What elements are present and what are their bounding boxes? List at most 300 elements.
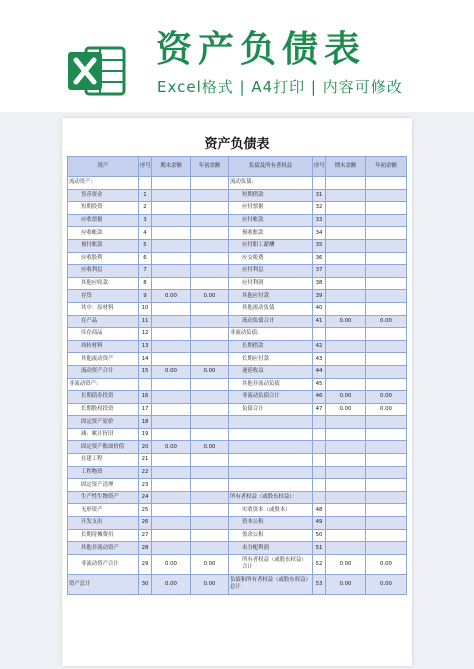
table-header-row	[68, 157, 407, 177]
table-cell[interactable]: 其中：原材料	[68, 302, 139, 315]
table-cell[interactable]: 0.00	[191, 365, 229, 378]
table-cell[interactable]	[313, 328, 326, 341]
table-cell[interactable]	[366, 542, 407, 555]
table-row	[68, 227, 407, 240]
table-cell[interactable]	[326, 378, 366, 391]
table-cell[interactable]	[366, 454, 407, 467]
table-cell[interactable]: 46	[313, 391, 326, 404]
table-cell[interactable]	[326, 428, 366, 441]
table-cell[interactable]	[326, 353, 366, 366]
column-header: 负债及所有者权益	[229, 157, 313, 177]
table-cell[interactable]: 其他应收款	[68, 277, 139, 290]
table-cell[interactable]	[191, 504, 229, 517]
table-cell[interactable]: 应付职工薪酬	[229, 239, 313, 252]
table-cell[interactable]	[152, 403, 191, 416]
table-row	[68, 353, 407, 366]
table-cell[interactable]	[229, 466, 313, 479]
column-header: 序号	[139, 157, 152, 177]
table-cell[interactable]	[366, 214, 407, 227]
table-cell[interactable]: 长期待摊费用	[68, 529, 139, 542]
table-cell[interactable]	[191, 403, 229, 416]
excel-logo-icon	[66, 40, 128, 102]
table-cell[interactable]: 非流动负债:	[229, 328, 313, 341]
table-cell[interactable]	[326, 517, 366, 530]
column-header: 资产	[68, 157, 139, 177]
table-cell[interactable]	[152, 252, 191, 265]
table-cell[interactable]	[366, 177, 407, 190]
table-cell[interactable]	[313, 479, 326, 492]
table-cell[interactable]: 7	[139, 265, 152, 278]
table-cell[interactable]	[152, 277, 191, 290]
table-cell[interactable]: 货币资金	[68, 189, 139, 202]
table-cell[interactable]: 18	[139, 416, 152, 429]
table-cell[interactable]: 固定资产清理	[68, 479, 139, 492]
table-cell[interactable]	[366, 302, 407, 315]
table-cell[interactable]: 50	[313, 529, 326, 542]
table-row	[68, 441, 407, 454]
table-row	[68, 391, 407, 404]
table-cell[interactable]: 30	[139, 574, 152, 594]
table-cell[interactable]: 33	[313, 214, 326, 227]
table-cell[interactable]	[326, 529, 366, 542]
table-cell[interactable]	[366, 529, 407, 542]
table-cell[interactable]	[326, 227, 366, 240]
table-cell[interactable]	[191, 214, 229, 227]
table-cell[interactable]: 3	[139, 214, 152, 227]
table-cell[interactable]	[326, 466, 366, 479]
table-cell[interactable]	[152, 239, 191, 252]
table-cell[interactable]: 0.00	[366, 403, 407, 416]
table-cell[interactable]	[326, 454, 366, 467]
table-cell[interactable]: 0.00	[152, 365, 191, 378]
table-cell[interactable]: 非流动资产合计	[68, 554, 139, 574]
table-cell[interactable]	[191, 479, 229, 492]
table-cell[interactable]: 应付利润	[229, 277, 313, 290]
table-cell[interactable]	[191, 542, 229, 555]
table-cell[interactable]: 0.00	[152, 441, 191, 454]
table-cell[interactable]	[152, 542, 191, 555]
table-cell[interactable]	[366, 504, 407, 517]
table-cell[interactable]: 短期借款	[229, 189, 313, 202]
table-cell[interactable]: 应收股利	[68, 252, 139, 265]
table-cell[interactable]: 0.00	[326, 554, 366, 574]
table-cell[interactable]: 0.00	[152, 290, 191, 303]
table-cell[interactable]: 0.00	[191, 290, 229, 303]
table-cell[interactable]	[366, 265, 407, 278]
table-cell[interactable]: 应收利息	[68, 265, 139, 278]
table-cell[interactable]	[152, 504, 191, 517]
table-cell[interactable]: 固定资产原价	[68, 416, 139, 429]
table-cell[interactable]: 0.00	[326, 391, 366, 404]
table-cell[interactable]: 流动资产合计	[68, 365, 139, 378]
table-row	[68, 574, 407, 594]
table-cell[interactable]: 14	[139, 353, 152, 366]
table-cell[interactable]: 实收资本（或股本）	[229, 504, 313, 517]
table-cell[interactable]: 盈余公积	[229, 529, 313, 542]
table-cell[interactable]: 开发支出	[68, 517, 139, 530]
table-cell[interactable]	[152, 227, 191, 240]
table-cell[interactable]: 45	[313, 378, 326, 391]
table-row	[68, 454, 407, 467]
table-cell[interactable]: 应付帐款	[229, 214, 313, 227]
table-cell[interactable]	[366, 416, 407, 429]
table-cell[interactable]	[366, 252, 407, 265]
table-cell[interactable]: 应收票据	[68, 214, 139, 227]
table-cell[interactable]: 19	[139, 428, 152, 441]
table-cell[interactable]: 40	[313, 302, 326, 315]
table-cell[interactable]	[191, 466, 229, 479]
table-row	[68, 403, 407, 416]
table-row	[68, 491, 407, 504]
table-cell[interactable]	[326, 365, 366, 378]
table-cell[interactable]	[366, 479, 407, 492]
table-row	[68, 239, 407, 252]
table-cell[interactable]	[191, 517, 229, 530]
table-cell[interactable]: 其他应付款	[229, 290, 313, 303]
table-cell[interactable]: 53	[313, 574, 326, 594]
table-cell[interactable]	[191, 239, 229, 252]
table-cell[interactable]	[152, 391, 191, 404]
table-cell[interactable]: 非流动资产:	[68, 378, 139, 391]
table-cell[interactable]: 8	[139, 277, 152, 290]
table-cell[interactable]	[152, 416, 191, 429]
table-cell[interactable]: 52	[313, 554, 326, 574]
table-cell[interactable]	[229, 441, 313, 454]
table-cell[interactable]: 0.00	[366, 554, 407, 574]
table-cell[interactable]	[191, 454, 229, 467]
table-cell[interactable]	[326, 441, 366, 454]
table-row	[68, 542, 407, 555]
banner	[0, 0, 474, 112]
table-cell[interactable]	[152, 491, 191, 504]
table-cell[interactable]: 44	[313, 365, 326, 378]
table-cell[interactable]: 23	[139, 479, 152, 492]
table-cell[interactable]	[191, 340, 229, 353]
table-cell[interactable]	[326, 491, 366, 504]
table-cell[interactable]	[152, 189, 191, 202]
table-cell[interactable]: 存货	[68, 290, 139, 303]
table-cell[interactable]: 48	[313, 504, 326, 517]
table-cell[interactable]: 16	[139, 391, 152, 404]
table-cell[interactable]	[152, 479, 191, 492]
table-cell[interactable]: 20	[139, 441, 152, 454]
table-row	[68, 554, 407, 574]
column-header: 序号	[313, 157, 326, 177]
table-cell[interactable]: 31	[313, 189, 326, 202]
table-cell[interactable]: 21	[139, 454, 152, 467]
table-cell[interactable]: 递延收益	[229, 365, 313, 378]
table-cell[interactable]	[229, 479, 313, 492]
table-cell[interactable]	[326, 504, 366, 517]
table-cell[interactable]: 36	[313, 252, 326, 265]
table-cell[interactable]	[229, 428, 313, 441]
table-cell[interactable]: 0.00	[152, 574, 191, 594]
table-cell[interactable]	[313, 441, 326, 454]
table-cell[interactable]: 37	[313, 265, 326, 278]
table-cell[interactable]: 负债合计	[229, 403, 313, 416]
table-cell[interactable]: 0.00	[366, 574, 407, 594]
table-cell[interactable]	[366, 428, 407, 441]
table-cell[interactable]: 长期债券投资	[68, 391, 139, 404]
table-cell[interactable]: 0.00	[191, 441, 229, 454]
table-cell[interactable]	[152, 302, 191, 315]
table-cell[interactable]: 49	[313, 517, 326, 530]
table-cell[interactable]: 25	[139, 504, 152, 517]
table-cell[interactable]	[152, 177, 191, 190]
table-cell[interactable]: 47	[313, 403, 326, 416]
table-cell[interactable]	[326, 416, 366, 429]
table-cell[interactable]: 4	[139, 227, 152, 240]
table-cell[interactable]	[152, 265, 191, 278]
table-cell[interactable]	[191, 529, 229, 542]
table-cell[interactable]	[313, 177, 326, 190]
table-cell[interactable]	[152, 315, 191, 328]
table-cell[interactable]	[191, 202, 229, 215]
table-row	[68, 378, 407, 391]
table-cell[interactable]	[152, 529, 191, 542]
table-cell[interactable]: 0.00	[191, 574, 229, 594]
table-cell[interactable]: 库存商品	[68, 328, 139, 341]
spreadsheet-page	[62, 118, 412, 666]
table-cell[interactable]	[326, 202, 366, 215]
table-cell[interactable]: 42	[313, 340, 326, 353]
table-cell[interactable]	[366, 491, 407, 504]
table-cell[interactable]	[152, 378, 191, 391]
table-cell[interactable]	[366, 353, 407, 366]
table-cell[interactable]	[191, 491, 229, 504]
table-cell[interactable]: 无形资产	[68, 504, 139, 517]
table-cell[interactable]: 所有者权益（或股东权益）合计	[229, 554, 313, 574]
table-cell[interactable]	[366, 328, 407, 341]
table-cell[interactable]: 所有者权益（或股东权益）：	[229, 491, 313, 504]
table-cell[interactable]: 0.00	[326, 403, 366, 416]
table-cell[interactable]	[152, 517, 191, 530]
table-row	[68, 214, 407, 227]
table-cell[interactable]: 15	[139, 365, 152, 378]
column-header: 期末余额	[326, 157, 366, 177]
table-cell[interactable]	[152, 353, 191, 366]
table-cell[interactable]: 应付票据	[229, 202, 313, 215]
table-cell[interactable]	[191, 378, 229, 391]
table-cell[interactable]	[366, 340, 407, 353]
table-cell[interactable]	[326, 328, 366, 341]
table-cell[interactable]	[326, 214, 366, 227]
table-cell[interactable]: 周转材料	[68, 340, 139, 353]
table-cell[interactable]: 短期投资	[68, 202, 139, 215]
table-cell[interactable]	[366, 378, 407, 391]
table-cell[interactable]: 24	[139, 491, 152, 504]
table-cell[interactable]	[366, 290, 407, 303]
table-cell[interactable]	[313, 491, 326, 504]
brand-title: 资产负债表	[156, 29, 367, 70]
table-cell[interactable]: 应收帐款	[68, 227, 139, 240]
table-cell[interactable]: 0.00	[191, 554, 229, 574]
table-cell[interactable]: 1	[139, 189, 152, 202]
table-cell[interactable]	[152, 340, 191, 353]
table-cell[interactable]: 流动资产:	[68, 177, 139, 190]
table-row	[68, 290, 407, 303]
table-cell[interactable]	[191, 328, 229, 341]
brand-subtitle: Excel格式 | A4打印 | 内容可修改	[157, 78, 403, 96]
table-cell[interactable]: 其他非流动资产	[68, 542, 139, 555]
table-cell[interactable]: 9	[139, 290, 152, 303]
table-cell[interactable]	[326, 542, 366, 555]
table-cell[interactable]	[326, 239, 366, 252]
table-cell[interactable]: 35	[313, 239, 326, 252]
table-cell[interactable]	[313, 428, 326, 441]
table-cell[interactable]: 长期借款	[229, 340, 313, 353]
table-cell[interactable]: 长期股权投资	[68, 403, 139, 416]
table-row	[68, 466, 407, 479]
table-cell[interactable]: 17	[139, 403, 152, 416]
table-cell[interactable]	[366, 277, 407, 290]
table-cell[interactable]	[191, 315, 229, 328]
table-cell[interactable]: 38	[313, 277, 326, 290]
table-row	[68, 277, 407, 290]
table-cell[interactable]: 22	[139, 466, 152, 479]
table-cell[interactable]	[191, 302, 229, 315]
table-cell[interactable]: 负债和所有者权益（或股东权益）总计	[229, 574, 313, 594]
table-cell[interactable]	[229, 416, 313, 429]
table-cell[interactable]: 应付利息	[229, 265, 313, 278]
table-cell[interactable]: 5	[139, 239, 152, 252]
table-cell[interactable]: 2	[139, 202, 152, 215]
table-row	[68, 365, 407, 378]
table-cell[interactable]	[326, 479, 366, 492]
table-cell[interactable]	[326, 302, 366, 315]
table-row	[68, 189, 407, 202]
table-cell[interactable]: 0.00	[366, 315, 407, 328]
table-row	[68, 428, 407, 441]
table-cell[interactable]: 0.00	[366, 391, 407, 404]
table-cell[interactable]	[326, 277, 366, 290]
table-cell[interactable]: 其他流动资产	[68, 353, 139, 366]
table-cell[interactable]	[191, 252, 229, 265]
table-cell[interactable]: 应交税费	[229, 252, 313, 265]
column-header: 年初余额	[366, 157, 407, 177]
table-cell[interactable]: 26	[139, 517, 152, 530]
table-cell[interactable]: 工程物资	[68, 466, 139, 479]
table-cell[interactable]	[366, 365, 407, 378]
table-cell[interactable]	[191, 391, 229, 404]
table-cell[interactable]: 43	[313, 353, 326, 366]
table-cell[interactable]	[229, 454, 313, 467]
table-cell[interactable]: 0.00	[326, 315, 366, 328]
table-row	[68, 517, 407, 530]
table-row	[68, 315, 407, 328]
table-cell[interactable]: 预付账款	[68, 239, 139, 252]
table-cell[interactable]: 0.00	[326, 574, 366, 594]
table-cell[interactable]: 在产品	[68, 315, 139, 328]
table-cell[interactable]	[326, 340, 366, 353]
table-cell[interactable]: 流动负债合计	[229, 315, 313, 328]
table-cell[interactable]: 32	[313, 202, 326, 215]
table-cell[interactable]	[152, 454, 191, 467]
table-row	[68, 328, 407, 341]
table-cell[interactable]: 11	[139, 315, 152, 328]
table-cell[interactable]	[326, 290, 366, 303]
table-cell[interactable]	[139, 177, 152, 190]
table-cell[interactable]	[366, 517, 407, 530]
table-cell[interactable]: 39	[313, 290, 326, 303]
table-cell[interactable]	[326, 252, 366, 265]
table-cell[interactable]	[191, 277, 229, 290]
table-cell[interactable]: 6	[139, 252, 152, 265]
table-cell[interactable]	[326, 189, 366, 202]
table-cell[interactable]: 资本公积	[229, 517, 313, 530]
table-row	[68, 202, 407, 215]
table-cell[interactable]: 预收账款	[229, 227, 313, 240]
table-cell[interactable]	[152, 202, 191, 215]
table-cell[interactable]: 41	[313, 315, 326, 328]
table-cell[interactable]	[191, 353, 229, 366]
table-cell[interactable]: 51	[313, 542, 326, 555]
table-row	[68, 504, 407, 517]
table-cell[interactable]	[313, 466, 326, 479]
column-header: 期末余额	[152, 157, 191, 177]
table-cell[interactable]: 未分配利润	[229, 542, 313, 555]
table-cell[interactable]	[152, 328, 191, 341]
table-cell[interactable]: 在建工程	[68, 454, 139, 467]
table-cell[interactable]: 其他非流动负债	[229, 378, 313, 391]
table-row	[68, 177, 407, 190]
table-cell[interactable]	[152, 428, 191, 441]
table-cell[interactable]	[326, 265, 366, 278]
table-cell[interactable]	[191, 177, 229, 190]
table-cell[interactable]: 其他流动负债	[229, 302, 313, 315]
table-row	[68, 416, 407, 429]
table-cell[interactable]: 固定资产账面价值	[68, 441, 139, 454]
table-cell[interactable]	[326, 177, 366, 190]
table-cell[interactable]	[366, 189, 407, 202]
table-row	[68, 529, 407, 542]
table-cell[interactable]	[191, 189, 229, 202]
table-cell[interactable]: 13	[139, 340, 152, 353]
table-row	[68, 265, 407, 278]
table-cell[interactable]	[152, 466, 191, 479]
table-cell[interactable]: 27	[139, 529, 152, 542]
table-cell[interactable]	[366, 466, 407, 479]
table-cell[interactable]	[139, 378, 152, 391]
table-cell[interactable]	[313, 416, 326, 429]
table-cell[interactable]	[191, 265, 229, 278]
table-cell[interactable]	[152, 214, 191, 227]
table-cell[interactable]: 减：累计折旧	[68, 428, 139, 441]
table-cell[interactable]	[366, 239, 407, 252]
table-cell[interactable]: 10	[139, 302, 152, 315]
table-cell[interactable]: 长期应付款	[229, 353, 313, 366]
table-cell[interactable]: 12	[139, 328, 152, 341]
table-cell[interactable]	[366, 227, 407, 240]
table-cell[interactable]: 28	[139, 542, 152, 555]
table-cell[interactable]	[313, 454, 326, 467]
table-cell[interactable]: 资产总计	[68, 574, 139, 594]
table-cell[interactable]: 0.00	[152, 554, 191, 574]
table-cell[interactable]: 非流动负债合计	[229, 391, 313, 404]
table-cell[interactable]	[366, 441, 407, 454]
table-cell[interactable]	[366, 202, 407, 215]
table-row	[68, 479, 407, 492]
table-cell[interactable]: 流动负债:	[229, 177, 313, 190]
table-cell[interactable]: 生产性生物资产	[68, 491, 139, 504]
sheet-title: 资产负债表	[204, 137, 270, 152]
table-cell[interactable]	[191, 428, 229, 441]
table-cell[interactable]	[191, 416, 229, 429]
table-cell[interactable]: 34	[313, 227, 326, 240]
table-cell[interactable]: 29	[139, 554, 152, 574]
table-cell[interactable]	[191, 227, 229, 240]
balance-sheet-table	[67, 156, 407, 595]
